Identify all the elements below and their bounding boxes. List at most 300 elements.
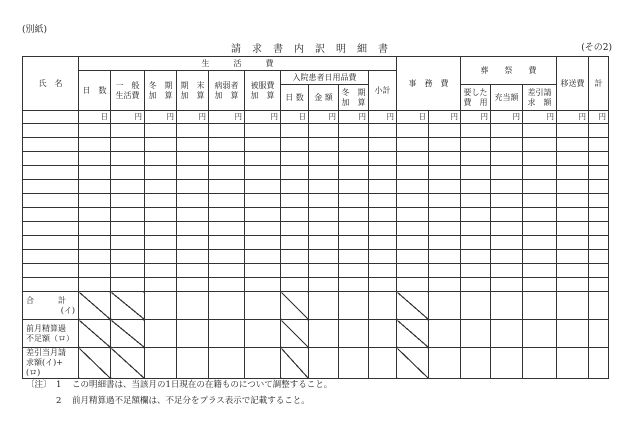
entry-cell[interactable] bbox=[79, 152, 111, 166]
entry-cell[interactable] bbox=[145, 222, 177, 236]
entry-cell[interactable] bbox=[369, 152, 397, 166]
entry-cell[interactable] bbox=[557, 180, 589, 194]
entry-cell[interactable] bbox=[281, 208, 309, 222]
entry-cell[interactable] bbox=[429, 138, 461, 152]
entry-cell[interactable] bbox=[491, 180, 523, 194]
name-header: 氏 名 bbox=[23, 57, 79, 111]
entry-cell[interactable] bbox=[209, 278, 245, 292]
yearend-add-header: 期 末 加 算 bbox=[177, 71, 209, 111]
entry-cell[interactable] bbox=[557, 250, 589, 264]
entry-cell[interactable] bbox=[145, 152, 177, 166]
entry-cell[interactable] bbox=[339, 138, 369, 152]
entry-cell[interactable] bbox=[523, 194, 557, 208]
entry-cell[interactable] bbox=[429, 180, 461, 194]
entry-cell[interactable] bbox=[491, 236, 523, 250]
summary-row bbox=[23, 292, 609, 320]
entry-cell[interactable] bbox=[245, 194, 281, 208]
entry-cell[interactable] bbox=[111, 194, 145, 208]
entry-cell[interactable] bbox=[245, 180, 281, 194]
entry-cell[interactable] bbox=[145, 278, 177, 292]
entry-cell[interactable] bbox=[145, 124, 177, 138]
entry-cell[interactable] bbox=[209, 264, 245, 278]
entry-cell[interactable] bbox=[429, 236, 461, 250]
entry-cell[interactable] bbox=[281, 152, 309, 166]
summary-cell[interactable] bbox=[369, 320, 397, 348]
entry-cell[interactable] bbox=[145, 250, 177, 264]
entry-cell[interactable] bbox=[209, 166, 245, 180]
entry-cell[interactable] bbox=[491, 278, 523, 292]
unit-cell: 日 bbox=[397, 111, 429, 124]
entry-cell[interactable] bbox=[111, 152, 145, 166]
summary-cell[interactable] bbox=[177, 348, 209, 379]
summary-cell[interactable] bbox=[589, 292, 609, 320]
crossed-cell bbox=[79, 320, 111, 348]
entry-cell[interactable] bbox=[369, 278, 397, 292]
entry-cell[interactable] bbox=[177, 124, 209, 138]
entry-cell[interactable] bbox=[589, 250, 609, 264]
entry-cell[interactable] bbox=[491, 250, 523, 264]
entry-row bbox=[23, 138, 609, 152]
entry-cell[interactable] bbox=[281, 236, 309, 250]
entry-cell[interactable] bbox=[309, 138, 339, 152]
entry-cell[interactable] bbox=[461, 180, 491, 194]
entry-cell[interactable] bbox=[281, 138, 309, 152]
summary-cell[interactable] bbox=[245, 320, 281, 348]
entry-cell[interactable] bbox=[177, 264, 209, 278]
funeral-required-header: 要した 費 用 bbox=[461, 85, 491, 111]
entry-cell[interactable] bbox=[111, 236, 145, 250]
entry-cell[interactable] bbox=[369, 180, 397, 194]
entry-cell[interactable] bbox=[461, 236, 491, 250]
entry-cell[interactable] bbox=[79, 222, 111, 236]
summary-cell[interactable] bbox=[557, 320, 589, 348]
entry-cell[interactable] bbox=[589, 264, 609, 278]
entry-name-cell[interactable] bbox=[23, 166, 79, 180]
summary-label-line2: 不足額（ロ） bbox=[26, 333, 74, 343]
entry-cell[interactable] bbox=[79, 236, 111, 250]
entry-cell[interactable] bbox=[281, 180, 309, 194]
entry-cell[interactable] bbox=[145, 180, 177, 194]
entry-cell[interactable] bbox=[557, 278, 589, 292]
entry-cell[interactable] bbox=[209, 152, 245, 166]
entry-cell[interactable] bbox=[111, 124, 145, 138]
entry-cell[interactable] bbox=[245, 250, 281, 264]
entry-cell[interactable] bbox=[589, 166, 609, 180]
entry-cell[interactable] bbox=[429, 250, 461, 264]
summary-cell[interactable] bbox=[491, 348, 523, 379]
summary-cell[interactable] bbox=[589, 348, 609, 379]
entry-cell[interactable] bbox=[461, 166, 491, 180]
entry-cell[interactable] bbox=[245, 208, 281, 222]
entry-cell[interactable] bbox=[245, 278, 281, 292]
entry-cell[interactable] bbox=[429, 208, 461, 222]
entry-cell[interactable] bbox=[369, 236, 397, 250]
entry-cell[interactable] bbox=[245, 138, 281, 152]
crossed-cell bbox=[397, 292, 429, 320]
entry-cell[interactable] bbox=[339, 166, 369, 180]
summary-cell[interactable] bbox=[209, 348, 245, 379]
entry-cell[interactable] bbox=[209, 124, 245, 138]
entry-cell[interactable] bbox=[557, 264, 589, 278]
entry-row bbox=[23, 166, 609, 180]
entry-cell[interactable] bbox=[209, 138, 245, 152]
funeral-cost-header: 葬 祭 費 bbox=[461, 57, 557, 85]
unit-cell: 日 bbox=[79, 111, 111, 124]
entry-cell[interactable] bbox=[491, 166, 523, 180]
entry-cell[interactable] bbox=[339, 194, 369, 208]
entry-cell[interactable] bbox=[397, 180, 429, 194]
entry-cell[interactable] bbox=[339, 250, 369, 264]
entry-cell[interactable] bbox=[557, 138, 589, 152]
entry-cell[interactable] bbox=[397, 222, 429, 236]
summary-cell[interactable] bbox=[461, 320, 491, 348]
entry-cell[interactable] bbox=[245, 124, 281, 138]
entry-cell[interactable] bbox=[429, 222, 461, 236]
entry-cell[interactable] bbox=[177, 208, 209, 222]
summary-cell[interactable] bbox=[245, 292, 281, 320]
entry-cell[interactable] bbox=[177, 222, 209, 236]
summary-cell[interactable] bbox=[339, 292, 369, 320]
entry-cell[interactable] bbox=[429, 124, 461, 138]
entry-name-cell[interactable] bbox=[23, 152, 79, 166]
summary-cell[interactable] bbox=[145, 320, 177, 348]
summary-cell[interactable] bbox=[523, 292, 557, 320]
entry-cell[interactable] bbox=[339, 152, 369, 166]
entry-cell[interactable] bbox=[309, 278, 339, 292]
entry-cell[interactable] bbox=[309, 208, 339, 222]
entry-cell[interactable] bbox=[309, 236, 339, 250]
entry-cell[interactable] bbox=[429, 166, 461, 180]
entry-cell[interactable] bbox=[111, 166, 145, 180]
entry-cell[interactable] bbox=[111, 264, 145, 278]
unit-cell: 円 bbox=[523, 111, 557, 124]
entry-name-cell[interactable] bbox=[23, 124, 79, 138]
unit-cell: 円 bbox=[209, 111, 245, 124]
summary-label-line1: 合 計 bbox=[26, 295, 66, 305]
entry-cell[interactable] bbox=[177, 278, 209, 292]
entry-name-cell[interactable] bbox=[23, 180, 79, 194]
entry-cell[interactable] bbox=[397, 236, 429, 250]
summary-cell[interactable] bbox=[339, 348, 369, 379]
entry-cell[interactable] bbox=[369, 194, 397, 208]
entry-cell[interactable] bbox=[369, 208, 397, 222]
entry-cell[interactable] bbox=[339, 208, 369, 222]
entry-cell[interactable] bbox=[491, 138, 523, 152]
summary-cell[interactable] bbox=[491, 320, 523, 348]
inpatient-winter-header: 冬 期 加 算 bbox=[339, 85, 369, 111]
entry-row bbox=[23, 278, 609, 292]
entry-cell[interactable] bbox=[397, 278, 429, 292]
entry-cell[interactable] bbox=[177, 194, 209, 208]
entry-cell[interactable] bbox=[491, 194, 523, 208]
summary-cell[interactable] bbox=[369, 348, 397, 379]
entry-cell[interactable] bbox=[461, 208, 491, 222]
summary-cell[interactable] bbox=[523, 320, 557, 348]
inpatient-header: 入院患者日用品費 bbox=[281, 71, 369, 85]
entry-cell[interactable] bbox=[589, 180, 609, 194]
entry-cell[interactable] bbox=[429, 152, 461, 166]
entry-name-cell[interactable] bbox=[23, 264, 79, 278]
entry-cell[interactable] bbox=[309, 180, 339, 194]
office-cost-header: 事 務 費 bbox=[397, 57, 461, 111]
entry-cell[interactable] bbox=[177, 138, 209, 152]
entry-cell[interactable] bbox=[339, 236, 369, 250]
entry-cell[interactable] bbox=[557, 152, 589, 166]
entry-cell[interactable] bbox=[209, 208, 245, 222]
transfer-cost-header: 移送費 bbox=[557, 57, 589, 111]
entry-cell[interactable] bbox=[523, 180, 557, 194]
unit-cell: 日 bbox=[281, 111, 309, 124]
entry-cell[interactable] bbox=[397, 124, 429, 138]
living-cost-header: 生 活 費 bbox=[79, 57, 397, 71]
summary-cell[interactable] bbox=[461, 348, 491, 379]
entry-cell[interactable] bbox=[523, 236, 557, 250]
entry-cell[interactable] bbox=[309, 124, 339, 138]
funeral-diff-header: 差引請 求 額 bbox=[523, 85, 557, 111]
note-item bbox=[26, 377, 332, 393]
clothing-add-header: 被服費 加 算 bbox=[245, 71, 281, 111]
entry-cell[interactable] bbox=[209, 180, 245, 194]
summary-cell[interactable] bbox=[177, 292, 209, 320]
entry-cell[interactable] bbox=[589, 236, 609, 250]
summary-cell[interactable] bbox=[309, 348, 339, 379]
entry-cell[interactable] bbox=[339, 222, 369, 236]
entry-cell[interactable] bbox=[209, 250, 245, 264]
entry-cell[interactable] bbox=[281, 264, 309, 278]
entry-cell[interactable] bbox=[145, 208, 177, 222]
entry-cell[interactable] bbox=[491, 264, 523, 278]
entry-cell[interactable] bbox=[281, 166, 309, 180]
entry-cell[interactable] bbox=[111, 250, 145, 264]
entry-cell[interactable] bbox=[491, 208, 523, 222]
entry-cell[interactable] bbox=[309, 264, 339, 278]
entry-cell[interactable] bbox=[589, 152, 609, 166]
entry-cell[interactable] bbox=[397, 250, 429, 264]
summary-cell[interactable] bbox=[461, 292, 491, 320]
general-living-header: 一 般 生活費 bbox=[111, 71, 145, 111]
summary-cell[interactable] bbox=[557, 348, 589, 379]
entry-cell[interactable] bbox=[177, 180, 209, 194]
entry-cell[interactable] bbox=[397, 208, 429, 222]
summary-label-line2: (イ) bbox=[60, 305, 75, 315]
entry-cell[interactable] bbox=[281, 222, 309, 236]
entry-cell[interactable] bbox=[461, 264, 491, 278]
summary-label bbox=[23, 348, 79, 379]
entry-cell[interactable] bbox=[589, 124, 609, 138]
entry-cell[interactable] bbox=[309, 194, 339, 208]
entry-cell[interactable] bbox=[589, 138, 609, 152]
entry-name-cell[interactable] bbox=[23, 278, 79, 292]
entry-cell[interactable] bbox=[111, 278, 145, 292]
summary-cell[interactable] bbox=[145, 292, 177, 320]
document-title: 請求書内訳明細書 bbox=[231, 44, 399, 55]
entry-cell[interactable] bbox=[79, 208, 111, 222]
summary-cell[interactable] bbox=[523, 348, 557, 379]
days-header: 日 数 bbox=[79, 71, 111, 111]
entry-cell[interactable] bbox=[145, 138, 177, 152]
entry-cell[interactable] bbox=[309, 166, 339, 180]
entry-cell[interactable] bbox=[557, 208, 589, 222]
summary-row bbox=[23, 320, 609, 348]
entry-cell[interactable] bbox=[523, 124, 557, 138]
entry-cell[interactable] bbox=[79, 194, 111, 208]
entry-cell[interactable] bbox=[557, 222, 589, 236]
summary-cell[interactable] bbox=[589, 320, 609, 348]
unit-cell: 円 bbox=[309, 111, 339, 124]
entry-cell[interactable] bbox=[245, 264, 281, 278]
summary-cell[interactable] bbox=[309, 320, 339, 348]
entry-cell[interactable] bbox=[397, 152, 429, 166]
entry-cell[interactable] bbox=[339, 180, 369, 194]
entry-name-cell[interactable] bbox=[23, 250, 79, 264]
crossed-cell bbox=[79, 348, 111, 379]
entry-cell[interactable] bbox=[79, 278, 111, 292]
entry-cell[interactable] bbox=[177, 166, 209, 180]
entry-cell[interactable] bbox=[369, 138, 397, 152]
summary-cell[interactable] bbox=[177, 320, 209, 348]
sick-add-header: 病弱者 加 算 bbox=[209, 71, 245, 111]
entry-cell[interactable] bbox=[281, 124, 309, 138]
summary-cell[interactable] bbox=[245, 348, 281, 379]
entry-cell[interactable] bbox=[429, 194, 461, 208]
entry-cell[interactable] bbox=[111, 208, 145, 222]
summary-cell[interactable] bbox=[339, 320, 369, 348]
summary-cell[interactable] bbox=[429, 320, 461, 348]
entry-cell[interactable] bbox=[397, 264, 429, 278]
entry-cell[interactable] bbox=[145, 194, 177, 208]
entry-name-cell[interactable] bbox=[23, 138, 79, 152]
entry-cell[interactable] bbox=[339, 264, 369, 278]
entry-cell[interactable] bbox=[281, 194, 309, 208]
entry-row bbox=[23, 124, 609, 138]
entry-cell[interactable] bbox=[79, 138, 111, 152]
entry-cell[interactable] bbox=[79, 166, 111, 180]
entry-cell[interactable] bbox=[557, 124, 589, 138]
entry-cell[interactable] bbox=[245, 152, 281, 166]
entry-cell[interactable] bbox=[523, 166, 557, 180]
entry-cell[interactable] bbox=[245, 222, 281, 236]
entry-cell[interactable] bbox=[461, 194, 491, 208]
entry-cell[interactable] bbox=[523, 222, 557, 236]
entry-cell[interactable] bbox=[523, 208, 557, 222]
entry-cell[interactable] bbox=[111, 222, 145, 236]
entry-cell[interactable] bbox=[461, 250, 491, 264]
entry-cell[interactable] bbox=[461, 138, 491, 152]
entry-cell[interactable] bbox=[177, 236, 209, 250]
entry-name-cell[interactable] bbox=[23, 222, 79, 236]
entry-cell[interactable] bbox=[557, 236, 589, 250]
entry-cell[interactable] bbox=[177, 250, 209, 264]
entry-cell[interactable] bbox=[491, 152, 523, 166]
entry-cell[interactable] bbox=[209, 194, 245, 208]
entry-cell[interactable] bbox=[523, 250, 557, 264]
entry-cell[interactable] bbox=[309, 152, 339, 166]
entry-cell[interactable] bbox=[461, 222, 491, 236]
summary-cell[interactable] bbox=[429, 348, 461, 379]
summary-cell[interactable] bbox=[209, 292, 245, 320]
note-item bbox=[26, 393, 332, 409]
entry-cell[interactable] bbox=[429, 278, 461, 292]
summary-cell[interactable] bbox=[209, 320, 245, 348]
summary-cell[interactable] bbox=[369, 292, 397, 320]
entry-cell[interactable] bbox=[281, 278, 309, 292]
entry-cell[interactable] bbox=[111, 138, 145, 152]
entry-cell[interactable] bbox=[309, 250, 339, 264]
entry-cell[interactable] bbox=[79, 250, 111, 264]
entry-cell[interactable] bbox=[523, 278, 557, 292]
summary-label-line1: 前月精算過 bbox=[26, 323, 66, 333]
note-key: 〔注〕 bbox=[26, 380, 52, 390]
units-name-cell bbox=[23, 111, 79, 124]
entry-cell[interactable] bbox=[339, 124, 369, 138]
entry-cell[interactable] bbox=[397, 166, 429, 180]
entry-cell[interactable] bbox=[429, 264, 461, 278]
entry-cell[interactable] bbox=[523, 264, 557, 278]
entry-cell[interactable] bbox=[245, 166, 281, 180]
entry-cell[interactable] bbox=[369, 250, 397, 264]
summary-cell[interactable] bbox=[429, 292, 461, 320]
entry-cell[interactable] bbox=[397, 194, 429, 208]
entry-cell[interactable] bbox=[79, 124, 111, 138]
summary-cell[interactable] bbox=[557, 292, 589, 320]
entry-cell[interactable] bbox=[281, 250, 309, 264]
entry-cell[interactable] bbox=[461, 278, 491, 292]
entry-cell[interactable] bbox=[369, 264, 397, 278]
entry-cell[interactable] bbox=[523, 138, 557, 152]
summary-cell[interactable] bbox=[309, 292, 339, 320]
entry-cell[interactable] bbox=[79, 180, 111, 194]
entry-cell[interactable] bbox=[491, 222, 523, 236]
summary-cell[interactable] bbox=[145, 348, 177, 379]
entry-name-cell[interactable] bbox=[23, 236, 79, 250]
entry-cell[interactable] bbox=[245, 236, 281, 250]
entry-cell[interactable] bbox=[557, 194, 589, 208]
entry-cell[interactable] bbox=[339, 278, 369, 292]
entry-cell[interactable] bbox=[111, 180, 145, 194]
note-number: 1 bbox=[56, 380, 62, 390]
entry-name-cell[interactable] bbox=[23, 194, 79, 208]
entry-cell[interactable] bbox=[145, 236, 177, 250]
entry-cell[interactable] bbox=[589, 278, 609, 292]
entry-cell[interactable] bbox=[491, 124, 523, 138]
entry-cell[interactable] bbox=[79, 264, 111, 278]
entry-cell[interactable] bbox=[369, 124, 397, 138]
entry-cell[interactable] bbox=[589, 208, 609, 222]
crossed-cell bbox=[281, 320, 309, 348]
entry-cell[interactable] bbox=[523, 152, 557, 166]
entry-cell[interactable] bbox=[461, 124, 491, 138]
entry-cell[interactable] bbox=[589, 222, 609, 236]
entry-cell[interactable] bbox=[369, 166, 397, 180]
entry-cell[interactable] bbox=[145, 166, 177, 180]
entry-row bbox=[23, 250, 609, 264]
entry-cell[interactable] bbox=[369, 222, 397, 236]
unit-cell: 円 bbox=[177, 111, 209, 124]
entry-cell[interactable] bbox=[309, 222, 339, 236]
entry-cell[interactable] bbox=[209, 222, 245, 236]
entry-rows bbox=[23, 124, 609, 292]
entry-cell[interactable] bbox=[209, 236, 245, 250]
entry-name-cell[interactable] bbox=[23, 208, 79, 222]
entry-cell[interactable] bbox=[177, 152, 209, 166]
entry-cell[interactable] bbox=[145, 264, 177, 278]
entry-cell[interactable] bbox=[397, 138, 429, 152]
summary-cell[interactable] bbox=[491, 292, 523, 320]
entry-cell[interactable] bbox=[557, 166, 589, 180]
entry-row bbox=[23, 180, 609, 194]
entry-cell[interactable] bbox=[461, 152, 491, 166]
entry-cell[interactable] bbox=[589, 194, 609, 208]
